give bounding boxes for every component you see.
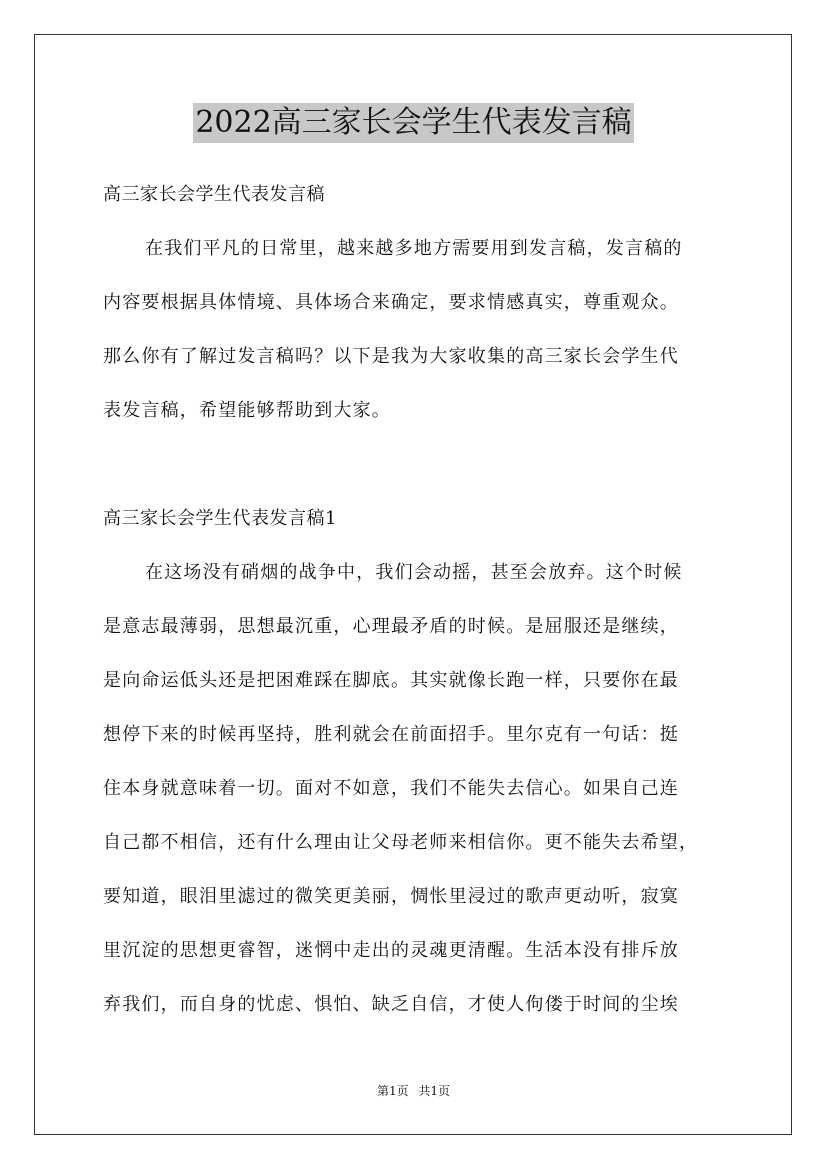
paragraph-line: 要知道，眼泪里滤过的微笑更美丽，惆怅里浸过的歌声更动听，寂寞 (103, 886, 679, 907)
paragraph-line: 自己都不相信，还有什么理由让父母老师来相信你。更不能失去希望， (103, 832, 699, 853)
paragraph-line: 在我们平凡的日常里，越来越多地方需要用到发言稿，发言稿的 (145, 238, 683, 259)
paragraph-line: 是意志最薄弱，思想最沉重，心理最矛盾的时候。是屈服还是继续， (103, 616, 679, 637)
paragraph-line: 内容要根据具体情境、具体场合来确定，要求情感真实，尊重观众。 (103, 292, 679, 313)
paragraph-line: 在这场没有硝烟的战争中，我们会动摇，甚至会放弃。这个时候 (145, 562, 683, 583)
section-heading: 高三家长会学生代表发言稿1 (103, 508, 337, 529)
paragraph-line: 那么你有了解过发言稿吗？以下是我为大家收集的高三家长会学生代 (103, 346, 679, 367)
section-heading: 高三家长会学生代表发言稿 (103, 184, 325, 205)
paragraph-line: 是向命运低头还是把困难踩在脚底。其实就像长跑一样，只要你在最 (103, 670, 679, 691)
paragraph-line: 弃我们，而自身的忧虑、惧怕、缺乏自信，才使人佝偻于时间的尘埃 (103, 994, 679, 1015)
page-total: 共1页 (418, 1084, 451, 1098)
page-footer (0, 1083, 827, 1099)
document-title-text: 2022高三家长会学生代表发言稿 (193, 103, 633, 143)
page-number: 第1页 (376, 1084, 409, 1098)
paragraph-line: 表发言稿，希望能够帮助到大家。 (103, 400, 391, 421)
paragraph-line: 想停下来的时候再坚持，胜利就会在前面招手。里尔克有一句话：挺 (103, 724, 679, 745)
document-title (0, 103, 827, 143)
paragraph-line: 住本身就意味着一切。面对不如意，我们不能失去信心。如果自己连 (103, 778, 679, 799)
paragraph-line: 里沉淀的思想更睿智，迷惘中走出的灵魂更清醒。生活本没有排斥放 (103, 940, 679, 961)
